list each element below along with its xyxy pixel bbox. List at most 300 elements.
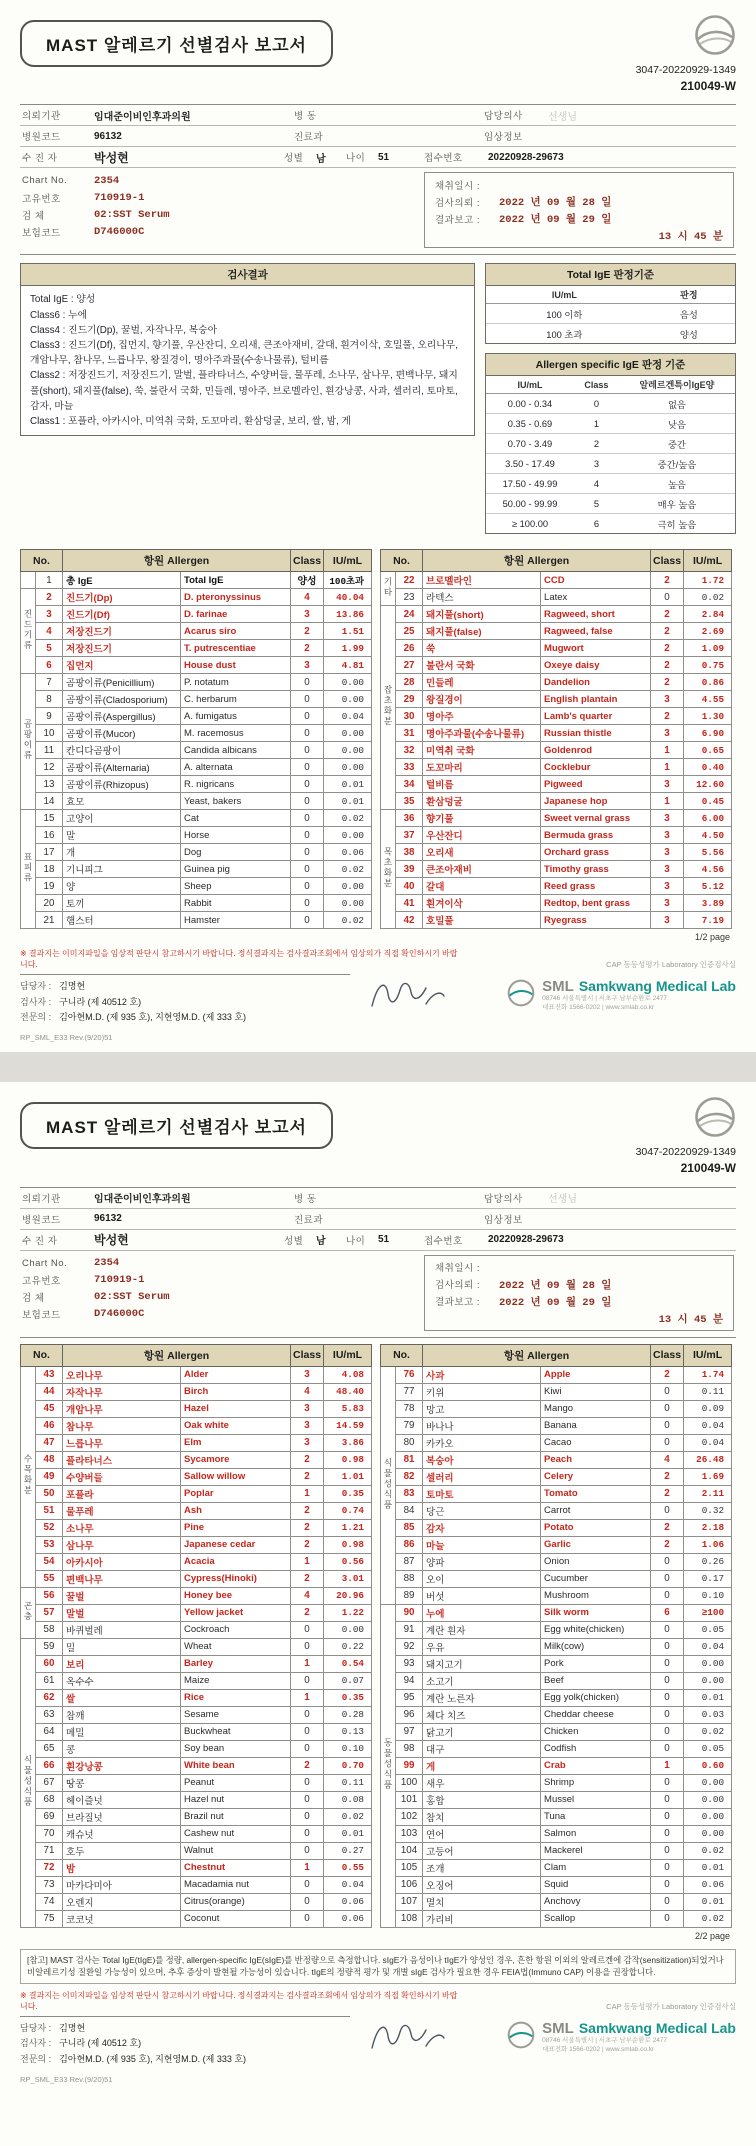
allergen-english-name: Acacia [181,1553,291,1570]
allergen-korean-name: 밤 [63,1859,181,1876]
allergen-class: 0 [651,1434,684,1451]
allergen-iu-value: 0.00 [324,1621,372,1638]
category-label: 동물성식품 [381,1604,396,1927]
allergen-class: 1 [291,1485,324,1502]
allergen-no: 3 [36,606,63,623]
allergen-korean-name: 우유 [423,1638,541,1655]
allergen-no: 78 [396,1400,423,1417]
allergen-no: 101 [396,1791,423,1808]
allergen-korean-name: 조개 [423,1859,541,1876]
allergen-no: 73 [36,1876,63,1893]
allergen-korean-name: 복숭아 [423,1451,541,1468]
criteria-cell: 50.00 - 99.99 [486,494,574,514]
allergen-english-name: Sallow willow [181,1468,291,1485]
allergen-iu-value: 2.18 [684,1519,732,1536]
allergen-iu-value: 4.08 [324,1366,372,1383]
allergen-class: 1 [651,1757,684,1774]
allergen-korean-name: 기니피그 [63,861,181,878]
allergen-class: 0 [291,776,324,793]
allergen-iu-value: 0.07 [324,1672,372,1689]
staff-pathologist: 전문의 : 김아현M.D. (제 935 호), 지현영M.D. (제 333 호) [20,2053,247,2064]
allergen-iu-value: 0.00 [684,1655,732,1672]
staff-technician: 검사자 : 구니라 (제 40512 호) [20,996,142,1007]
criteria-row [486,494,735,514]
allergen-korean-name: 헤이즐넛 [63,1791,181,1808]
allergen-row-108 [381,1910,732,1927]
allergen-no: 102 [396,1808,423,1825]
allergen-no: 59 [36,1638,63,1655]
allergen-no: 26 [396,640,423,657]
allergen-iu-value: 3.01 [324,1570,372,1587]
allergen-no: 46 [36,1417,63,1434]
allergen-korean-name: 수양버들 [63,1468,181,1485]
allergen-no: 74 [36,1893,63,1910]
allergen-english-name: Tomato [541,1485,651,1502]
allergen-english-name: T. putrescentiae [181,640,291,657]
header-no: No. [21,550,63,572]
allergen-row-61 [21,1672,372,1689]
allergen-row-65 [21,1740,372,1757]
allergen-english-name: Mugwort [541,640,651,657]
hospital-code-label: 병원코드 [22,1214,61,1226]
criteria-cell: 3.50 - 17.49 [486,454,574,474]
age-value: 51 [378,1234,390,1246]
allergen-no: 18 [36,861,63,878]
allergen-korean-name: 콩 [63,1740,181,1757]
allergen-korean-name: 오리나무 [63,1366,181,1383]
patient-info-row-3 [20,1230,736,1251]
allergen-iu-value: 0.98 [324,1536,372,1553]
signature-scribble-icon [364,974,450,1023]
allergen-english-name: Sesame [181,1706,291,1723]
result-summary-title: 검사결과 [21,264,474,286]
allergen-korean-name: 카카오 [423,1434,541,1451]
allergen-no: 67 [36,1774,63,1791]
allergen-no: 31 [396,725,423,742]
allergen-english-name: Total IgE [181,572,291,589]
allergen-iu-value: 0.75 [684,657,732,674]
criteria-row [486,304,735,324]
allergen-no: 105 [396,1859,423,1876]
allergen-class: 0 [651,1893,684,1910]
allergen-iu-value: 48.40 [324,1383,372,1400]
allergen-iu-value: 0.27 [324,1842,372,1859]
allergen-class: 1 [651,759,684,776]
allergen-iu-value: 4.56 [684,861,732,878]
requested-label: 검사의뢰 : [435,1280,480,1292]
allergen-iu-value: 0.02 [684,1910,732,1927]
allergen-korean-name: 곰팡이류(Alternaria) [63,759,181,776]
allergen-class: 0 [651,1774,684,1791]
allergen-korean-name: 참치 [423,1808,541,1825]
allergen-iu-value: 5.83 [324,1400,372,1417]
allergen-english-name: White bean [181,1757,291,1774]
allergen-english-name: Cacao [541,1434,651,1451]
allergen-english-name: Cat [181,810,291,827]
allergen-english-name: Buckwheat [181,1723,291,1740]
allergen-class: 0 [291,1672,324,1689]
allergen-no: 91 [396,1621,423,1638]
allergen-header-row [381,1344,732,1366]
header-allergen: 항원 Allergen [423,550,651,572]
allergen-row-4 [21,623,372,640]
allergen-korean-name: 바나나 [423,1417,541,1434]
allergen-no: 108 [396,1910,423,1927]
allergen-korean-name: 미역취 국화 [423,742,541,759]
allergen-row-95 [381,1689,732,1706]
allergen-class: 2 [651,640,684,657]
lab-name: Samkwang Medical Lab [578,2020,736,2037]
allergen-english-name: Cashew nut [181,1825,291,1842]
category-label: 식물성식품 [21,1638,36,1927]
receipt-no-label: 접수번호 [424,1235,463,1247]
allergen-iu-value: 1.30 [684,708,732,725]
allergen-english-name: Egg white(chicken) [541,1621,651,1638]
allergen-korean-name: 칸디다곰팡이 [63,742,181,759]
allergen-korean-name: 버섯 [423,1587,541,1604]
allergen-iu-value: 0.00 [684,1825,732,1842]
criteria-cell: 중간/높음 [619,454,735,474]
criteria-header-cell: IU/mL [486,286,643,304]
allergen-class: 0 [291,1723,324,1740]
allergen-iu-value: 0.01 [684,1859,732,1876]
allergen-class: 2 [651,623,684,640]
header-value: IU/mL [324,550,372,572]
allergen-korean-name: 밀 [63,1638,181,1655]
allergen-korean-name: 곰팡이류(Penicillium) [63,674,181,691]
allergen-no: 32 [396,742,423,759]
summary-line: Class1 : 포플라, 아카시아, 미역취 국화, 도꼬마리, 환삼덩굴, 보리, 쌀, 밤, 게 [30,415,351,427]
criteria-cell: 17.50 - 49.99 [486,474,574,494]
header-allergen: 항원 Allergen [63,550,291,572]
allergen-iu-value: ≥100 [684,1604,732,1621]
allergen-class: 3 [291,1366,324,1383]
allergen-korean-name: 소나무 [63,1519,181,1536]
allergen-row-44 [21,1383,372,1400]
allergen-row-9 [21,708,372,725]
allergen-row-30 [381,708,732,725]
receipt-no-value: 20220928-29673 [488,151,564,163]
allergen-korean-name: 곰팡이류(Mucor) [63,725,181,742]
allergen-class: 3 [291,657,324,674]
allergen-english-name: Yeast, bakers [181,793,291,810]
allergen-iu-value: 0.56 [324,1553,372,1570]
criteria-cell: 0 [574,394,619,414]
allergen-korean-name: 곰팡이류(Rhizopus) [63,776,181,793]
allergen-class: 2 [291,1757,324,1774]
allergen-class: 1 [651,742,684,759]
allergen-no: 51 [36,1502,63,1519]
allergen-row-7 [21,674,372,691]
allergen-class: 0 [651,1570,684,1587]
allergen-class: 3 [651,912,684,929]
sige-criteria-table [486,376,735,533]
allergen-korean-name: 갈대 [423,878,541,895]
allergen-class: 2 [651,1366,684,1383]
category-label: 목초화분 [381,810,396,929]
page-footer [20,1990,736,2084]
allergen-row-47 [21,1434,372,1451]
allergen-row-13 [21,776,372,793]
allergen-english-name: Rabbit [181,895,291,912]
allergen-korean-name: 오렌지 [63,1893,181,1910]
allergen-korean-name: 쌀 [63,1689,181,1706]
allergen-class: 양성 [291,572,324,589]
allergen-iu-value: 0.06 [684,1876,732,1893]
allergen-class: 0 [291,1825,324,1842]
criteria-row [486,414,735,434]
allergen-no: 40 [396,878,423,895]
category-label: 곤충 [21,1587,36,1638]
allergen-row-66 [21,1757,372,1774]
allergen-korean-name: 햄스터 [63,912,181,929]
allergen-english-name: Dandelion [541,674,651,691]
criteria-row [486,514,735,534]
patient-info-row-2 [20,126,736,147]
patient-name-value: 박성현 [94,1233,129,1248]
allergen-korean-name: 불란서 국화 [423,657,541,674]
allergen-no: 81 [396,1451,423,1468]
lab-address-line2: 대표전화 1566-0202 | www.smlab.co.kr [542,1004,655,1012]
allergen-class: 0 [651,1740,684,1757]
allergen-english-name: Ragweed, short [541,606,651,623]
category-label [21,572,36,589]
sml-footer-logo [507,2016,736,2055]
allergen-no: 34 [396,776,423,793]
category-label: 표피류 [21,810,36,929]
header-class: Class [291,550,324,572]
allergen-class: 0 [291,1706,324,1723]
allergen-no: 77 [396,1383,423,1400]
allergen-english-name: Chicken [541,1723,651,1740]
report-title [20,1102,333,1149]
criteria-cell: 3 [574,454,619,474]
document-code: RP_SML_E33 Rev.(9/20)51 [20,2074,113,2084]
allergen-iu-value: 2.84 [684,606,732,623]
total-ige-criteria-title: Total IgE 판정기준 [486,264,735,286]
allergen-class: 2 [291,1536,324,1553]
allergen-english-name: Banana [541,1417,651,1434]
header-class: Class [651,1344,684,1366]
collected-label: 채취일시 : [435,180,480,192]
category-label: 진드기류 [21,589,36,674]
allergen-class: 3 [291,1400,324,1417]
allergen-no: 83 [396,1485,423,1502]
allergen-class: 0 [651,1791,684,1808]
allergen-iu-value: 0.45 [684,793,732,810]
signature-scribble-icon [364,2016,450,2065]
allergen-row-93 [381,1655,732,1672]
allergen-row-57 [21,1604,372,1621]
allergen-korean-name: 환삼덩굴 [423,793,541,810]
allergen-row-74 [21,1893,372,1910]
patient-info-row-4 [20,168,736,255]
allergen-english-name: Ryegrass [541,912,651,929]
allergen-english-name: Garlic [541,1536,651,1553]
allergen-class: 0 [651,1842,684,1859]
allergen-iu-value: 0.04 [684,1638,732,1655]
chart-block [22,172,382,248]
allergen-iu-value: 1.06 [684,1536,732,1553]
allergen-iu-value: 0.01 [324,793,372,810]
sml-globe-small-icon [507,2021,535,2054]
allergen-english-name: Egg yolk(chicken) [541,1689,651,1706]
allergen-english-name: Celery [541,1468,651,1485]
summary-line: Class4 : 진드기(Dp), 꿀벌, 자작나무, 복숭아 [30,324,218,336]
allergen-no: 17 [36,844,63,861]
allergen-iu-value: 26.48 [684,1451,732,1468]
allergen-english-name: Chestnut [181,1859,291,1876]
allergen-no: 30 [396,708,423,725]
allergen-class: 0 [291,1808,324,1825]
criteria-row [486,474,735,494]
allergen-row-90 [381,1604,732,1621]
allergen-row-53 [21,1536,372,1553]
sige-criteria-box [485,353,736,534]
sml-footer-logo [507,974,736,1013]
allergen-korean-name: 참나무 [63,1417,181,1434]
allergen-row-75 [21,1910,372,1927]
allergen-header-row [21,550,372,572]
allergen-class: 0 [651,1910,684,1927]
insurance-code-value: D746000C [94,1308,145,1321]
allergen-class: 2 [651,1536,684,1553]
criteria-cell: 4 [574,474,619,494]
allergen-class: 0 [651,1502,684,1519]
allergen-korean-name: 흰강낭콩 [63,1757,181,1774]
allergen-english-name: Yellow jacket [181,1604,291,1621]
allergen-english-name: Barley [181,1655,291,1672]
lab-abbr: SML [542,2020,574,2038]
sml-globe-small-icon [507,979,535,1012]
allergen-korean-name: 저장진드기 [63,640,181,657]
allergen-korean-name: 바퀴벌레 [63,1621,181,1638]
allergen-english-name: Honey bee [181,1587,291,1604]
requested-value: 2022 년 09 월 28 일 [499,197,612,210]
allergen-korean-name: 효모 [63,793,181,810]
allergen-english-name: Cockroach [181,1621,291,1638]
allergen-korean-name: 포플라 [63,1485,181,1502]
allergen-row-103 [381,1825,732,1842]
sex-value: 남 [316,1236,326,1248]
sige-criteria-title: Allergen specific IgE 판정 기준 [486,354,735,376]
result-summary-body [21,286,474,435]
allergen-no: 19 [36,878,63,895]
report-number-line1: 3047-20220929-1349 [635,1146,736,1159]
allergen-no: 36 [396,810,423,827]
allergen-no: 1 [36,572,63,589]
category-label: 수목화분 [21,1366,36,1587]
allergen-english-name: Cheddar cheese [541,1706,651,1723]
report-number-line2: 210049-W [680,1161,736,1176]
allergen-row-59 [21,1638,372,1655]
allergen-row-21 [21,912,372,929]
allergen-english-name: Candida albicans [181,742,291,759]
criteria-cell: 1 [574,414,619,434]
allergen-no: 45 [36,1400,63,1417]
allergen-class: 2 [291,1604,324,1621]
allergen-row-86 [381,1536,732,1553]
allergen-korean-name: 마카다미아 [63,1876,181,1893]
allergen-korean-name: 오리새 [423,844,541,861]
allergen-class: 0 [651,1706,684,1723]
allergen-class: 3 [651,895,684,912]
allergen-korean-name: 당근 [423,1502,541,1519]
allergen-class: 2 [651,657,684,674]
allergen-iu-value: 1.74 [684,1366,732,1383]
criteria-header-cell: 판정 [643,286,735,304]
lab-address-line1: 08746 서울특별시 | 서초구 남부순환로 2477 [542,995,668,1003]
allergen-korean-name: 게 [423,1757,541,1774]
page-marker-1: 1/2 page [694,932,730,943]
allergen-english-name: C. herbarum [181,691,291,708]
allergen-no: 103 [396,1825,423,1842]
criteria-cell: 극히 높음 [657,519,697,530]
hospital-value: 임대준이비인후과의원 [94,111,191,123]
allergen-no: 13 [36,776,63,793]
patient-info-row-1 [20,105,736,126]
insurance-code-label: 보험코드 [22,1310,61,1322]
allergen-iu-value: 0.04 [324,1876,372,1893]
ward-label: 병 동 [294,1193,317,1205]
allergen-english-name: Mackerel [541,1842,651,1859]
allergen-row-87 [381,1553,732,1570]
allergen-class: 0 [651,1689,684,1706]
allergen-english-name: Guinea pig [181,861,291,878]
allergen-no: 9 [36,708,63,725]
allergen-class: 0 [291,1740,324,1757]
allergen-iu-value: 0.00 [324,895,372,912]
collected-label: 채취일시 : [435,1263,480,1275]
allergen-no: 57 [36,1604,63,1621]
allergen-no: 7 [36,674,63,691]
allergen-english-name: Sheep [181,878,291,895]
allergen-header-row [21,1344,372,1366]
allergen-no: 94 [396,1672,423,1689]
allergen-no: 28 [396,674,423,691]
allergen-iu-value: 0.86 [684,674,732,691]
allergen-row-80 [381,1434,732,1451]
allergen-class: 1 [651,793,684,810]
criteria-cell: 0.00 - 0.34 [486,394,574,414]
uid-label: 고유번호 [22,1276,61,1288]
allergen-english-name: Silk worm [541,1604,651,1621]
allergen-korean-name: 개암나무 [63,1400,181,1417]
header-no: No. [381,1344,423,1366]
allergen-iu-value: 0.00 [324,691,372,708]
allergen-iu-value: 6.00 [684,810,732,827]
allergen-english-name: Ash [181,1502,291,1519]
allergen-korean-name: 왕질경이 [423,691,541,708]
allergen-no: 62 [36,1689,63,1706]
allergen-class: 0 [291,1842,324,1859]
allergen-class: 4 [291,1383,324,1400]
allergen-row-84 [381,1502,732,1519]
insurance-code-label: 보험코드 [22,227,61,239]
allergen-iu-value: 0.08 [324,1791,372,1808]
allergen-korean-name: 호두 [63,1842,181,1859]
allergen-korean-name: 물푸레 [63,1502,181,1519]
patient-name-value: 박성현 [94,150,129,165]
allergen-iu-value: 0.00 [684,1672,732,1689]
allergen-iu-value: 0.05 [684,1621,732,1638]
allergen-english-name: Lamb's quarter [541,708,651,725]
allergen-header-row [381,550,732,572]
criteria-cell: 0.70 - 3.49 [486,434,574,454]
allergen-no: 80 [396,1434,423,1451]
allergen-korean-name: 멸치 [423,1893,541,1910]
allergen-no: 64 [36,1723,63,1740]
